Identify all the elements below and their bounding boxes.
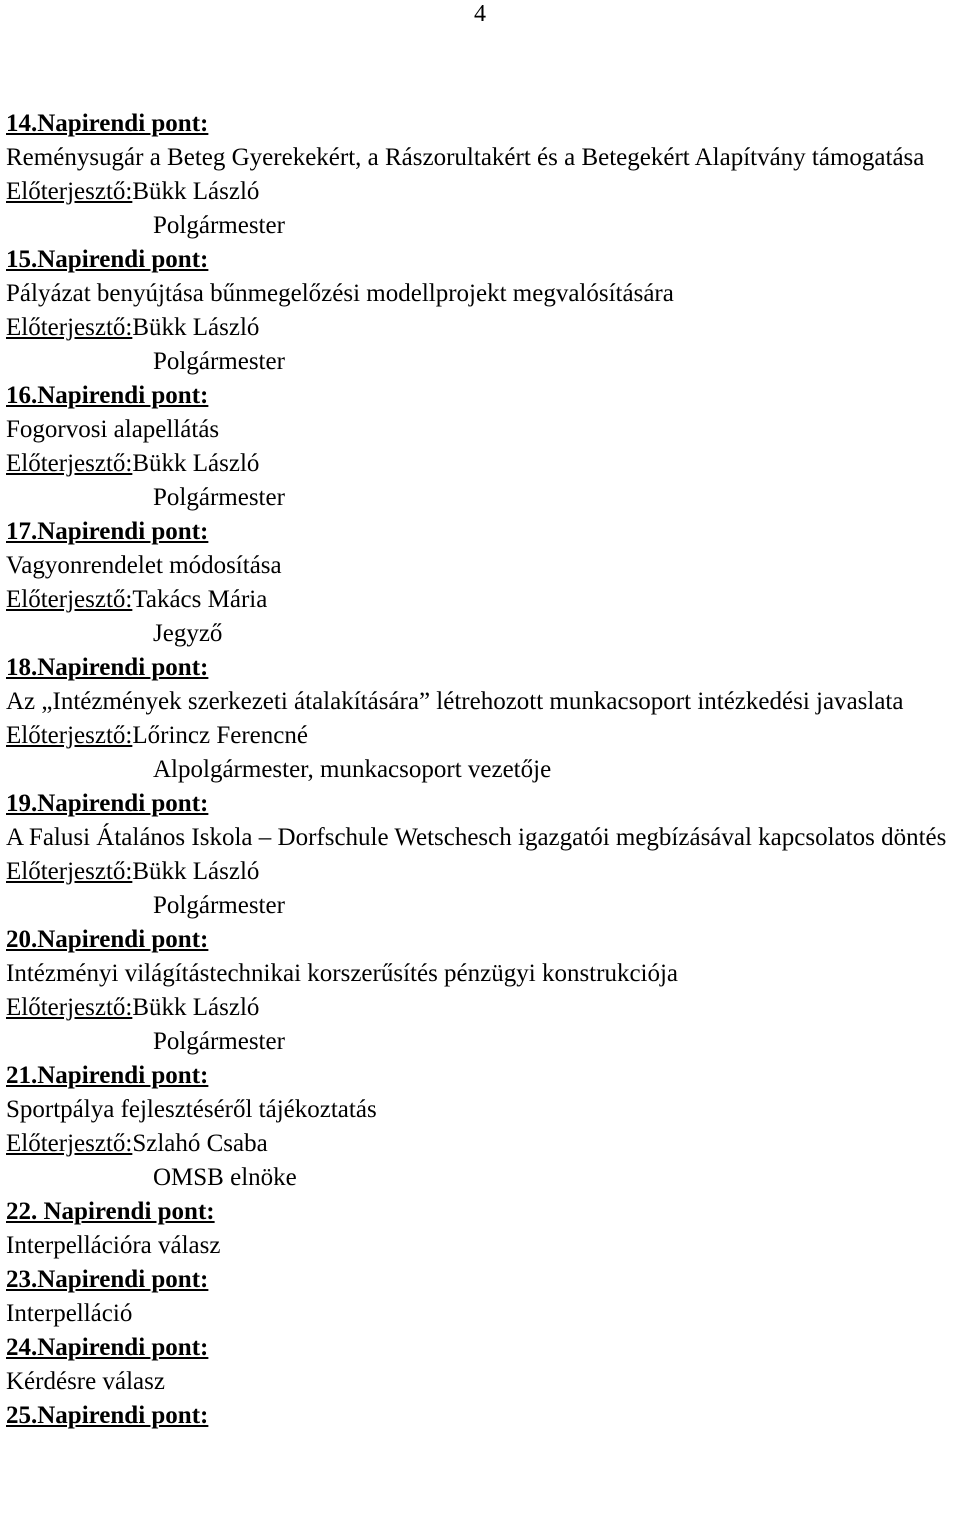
agenda-item-title: Interpelláció xyxy=(6,1300,133,1327)
presenter-name: Bükk László xyxy=(132,858,260,885)
agenda-item xyxy=(6,243,960,379)
agenda-item-heading: 25.Napirendi pont: xyxy=(6,1402,209,1429)
agenda-item-title: Interpellációra válasz xyxy=(6,1232,221,1259)
agenda-item xyxy=(6,787,960,923)
agenda-item-title: Pályázat benyújtása bűnmegelőzési modellprojekt megvalósítására xyxy=(6,280,674,307)
presenter-name: Szlahó Csaba xyxy=(132,1130,268,1157)
presenter-name: Bükk László xyxy=(132,178,260,205)
presenter-label: Előterjesztő: xyxy=(6,722,133,749)
presenter-role: Polgármester xyxy=(153,212,285,239)
presenter-label: Előterjesztő: xyxy=(6,450,133,477)
presenter-name: Bükk László xyxy=(132,994,260,1021)
presenter-name: Lőrincz Ferencné xyxy=(132,722,308,749)
presenter-line xyxy=(6,1127,960,1161)
agenda-list xyxy=(6,107,960,1433)
presenter-label: Előterjesztő: xyxy=(6,586,133,613)
agenda-item-heading: 20.Napirendi pont: xyxy=(6,926,209,953)
agenda-item-heading: 24.Napirendi pont: xyxy=(6,1334,209,1361)
presenter-line xyxy=(6,583,960,617)
presenter-role: Polgármester xyxy=(153,1028,285,1055)
agenda-item-heading: 18.Napirendi pont: xyxy=(6,654,209,681)
presenter-role: Jegyző xyxy=(153,620,223,647)
agenda-item-title: Kérdésre válasz xyxy=(6,1368,165,1395)
presenter-role: OMSB elnöke xyxy=(153,1164,297,1191)
presenter-name: Bükk László xyxy=(132,450,260,477)
agenda-item xyxy=(6,651,960,787)
agenda-item-title: Az „Intézmények szerkezeti átalakítására” létrehozott munkacsoport intézkedési javaslata xyxy=(6,688,904,715)
presenter-name: Bükk László xyxy=(132,314,260,341)
agenda-item-title: Sportpálya fejlesztéséről tájékoztatás xyxy=(6,1096,377,1123)
agenda-item-heading: 23.Napirendi pont: xyxy=(6,1266,209,1293)
page-number: 4 xyxy=(474,1,486,27)
agenda-item-title: Fogorvosi alapellátás xyxy=(6,416,220,443)
agenda-item-title: Vagyonrendelet módosítása xyxy=(6,552,282,579)
presenter-line xyxy=(6,447,960,481)
presenter-role: Polgármester xyxy=(153,348,285,375)
presenter-line xyxy=(6,719,960,753)
presenter-label: Előterjesztő: xyxy=(6,178,133,205)
agenda-item-title: Intézményi világítástechnikai korszerűsítés pénzügyi konstrukciója xyxy=(6,960,679,987)
presenter-label: Előterjesztő: xyxy=(6,1130,133,1157)
presenter-label: Előterjesztő: xyxy=(6,994,133,1021)
agenda-item xyxy=(6,1195,960,1263)
agenda-item xyxy=(6,515,960,651)
agenda-item-title: Reménysugár a Beteg Gyerekekért, a Rászorultakért és a Betegekért Alapítvány támogatása xyxy=(6,144,925,171)
agenda-item-heading: 16.Napirendi pont: xyxy=(6,382,209,409)
agenda-item xyxy=(6,1331,960,1399)
agenda-item-heading: 21.Napirendi pont: xyxy=(6,1062,209,1089)
agenda-item xyxy=(6,923,960,1059)
agenda-item xyxy=(6,1059,960,1195)
agenda-item-heading: 22. Napirendi pont: xyxy=(6,1198,215,1225)
agenda-item xyxy=(6,1263,960,1331)
presenter-role: Polgármester xyxy=(153,484,285,511)
agenda-item-heading: 14.Napirendi pont: xyxy=(6,110,209,137)
agenda-item xyxy=(6,1399,960,1433)
agenda-item-title: A Falusi Átalános Iskola – Dorfschule Wetschesch igazgatói megbízásával kapcsolatos döntés xyxy=(6,824,947,851)
agenda-item-heading: 19.Napirendi pont: xyxy=(6,790,209,817)
presenter-label: Előterjesztő: xyxy=(6,314,133,341)
agenda-item xyxy=(6,379,960,515)
presenter-line xyxy=(6,855,960,889)
presenter-line xyxy=(6,175,960,209)
presenter-role: Polgármester xyxy=(153,892,285,919)
presenter-role: Alpolgármester, munkacsoport vezetője xyxy=(153,756,552,783)
agenda-item xyxy=(6,107,960,243)
presenter-line xyxy=(6,991,960,1025)
agenda-item-heading: 17.Napirendi pont: xyxy=(6,518,209,545)
agenda-item-heading: 15.Napirendi pont: xyxy=(6,246,209,273)
presenter-label: Előterjesztő: xyxy=(6,858,133,885)
presenter-line xyxy=(6,311,960,345)
presenter-name: Takács Mária xyxy=(132,586,268,613)
